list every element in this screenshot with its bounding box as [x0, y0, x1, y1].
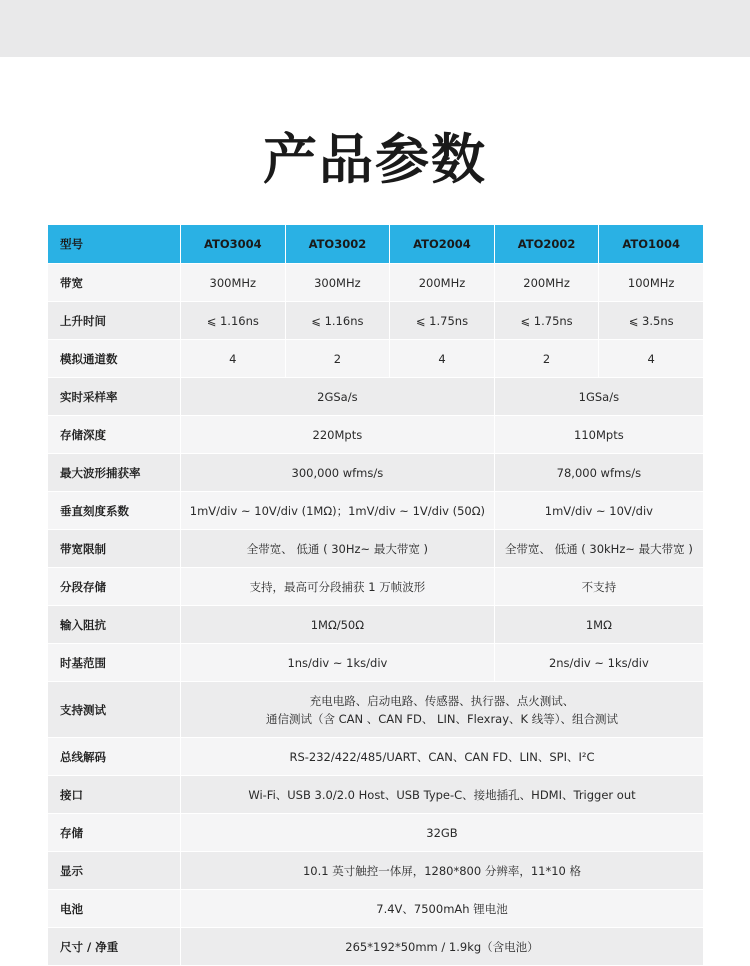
table-cell: 全带宽、 低通 ( 30kHz~ 最大带宽 ) [494, 530, 703, 568]
table-row [48, 340, 704, 378]
table-cell: 10.1 英寸触控一体屏，1280*800 分辨率，11*10 格 [181, 852, 704, 890]
header-ato3002: ATO3002 [285, 225, 390, 264]
table-row [48, 264, 704, 302]
row-label: 模拟通道数 [48, 340, 181, 378]
table-row [48, 776, 704, 814]
table-cell: 110Mpts [494, 416, 703, 454]
table-cell: 200MHz [494, 264, 599, 302]
table-row [48, 454, 704, 492]
table-row [48, 814, 704, 852]
row-label: 分段存储 [48, 568, 181, 606]
table-header-row [48, 225, 704, 264]
table-row [48, 852, 704, 890]
row-label: 上升时间 [48, 302, 181, 340]
spec-table [47, 224, 704, 966]
table-cell: 2GSa/s [181, 378, 495, 416]
row-label: 支持测试 [48, 682, 181, 738]
table-row [48, 644, 704, 682]
top-banner [0, 0, 750, 57]
table-cell: ⩽ 3.5ns [599, 302, 704, 340]
table-row [48, 568, 704, 606]
table-cell: 7.4V、7500mAh 锂电池 [181, 890, 704, 928]
table-cell: 不支持 [494, 568, 703, 606]
table-cell: 300MHz [285, 264, 390, 302]
table-cell: 200MHz [390, 264, 495, 302]
measurements-line-1: 充电电路、启动电路、传感器、执行器、点火测试、 [309, 693, 575, 708]
header-ato1004: ATO1004 [599, 225, 704, 264]
row-label: 存储深度 [48, 416, 181, 454]
row-label: 垂直刻度系数 [48, 492, 181, 530]
table-cell: 300,000 wfms/s [181, 454, 495, 492]
header-ato2004: ATO2004 [390, 225, 495, 264]
table-row [48, 492, 704, 530]
row-label: 输入阻抗 [48, 606, 181, 644]
page-title: 产品参数 [263, 128, 487, 191]
table-cell: 1MΩ [494, 606, 703, 644]
row-label: 存储 [48, 814, 181, 852]
table-cell [181, 682, 704, 738]
row-label: 接口 [48, 776, 181, 814]
table-cell: 100MHz [599, 264, 704, 302]
table-cell: 1MΩ/50Ω [181, 606, 495, 644]
table-cell: ⩽ 1.16ns [285, 302, 390, 340]
header-ato2002: ATO2002 [494, 225, 599, 264]
table-cell: 1mV/div ~ 10V/div (1MΩ)；1mV/div ~ 1V/div (50Ω) [181, 492, 495, 530]
table-cell: 2 [285, 340, 390, 378]
row-label: 尺寸 / 净重 [48, 928, 181, 966]
row-label: 实时采样率 [48, 378, 181, 416]
table-cell: 4 [599, 340, 704, 378]
table-cell: 2ns/div ~ 1ks/div [494, 644, 703, 682]
table-cell: 220Mpts [181, 416, 495, 454]
table-cell: 300MHz [181, 264, 286, 302]
row-label: 带宽限制 [48, 530, 181, 568]
table-cell: ⩽ 1.75ns [494, 302, 599, 340]
row-label: 时基范围 [48, 644, 181, 682]
table-cell: 全带宽、 低通 ( 30Hz~ 最大带宽 ) [181, 530, 495, 568]
table-cell: Wi-Fi、USB 3.0/2.0 Host、USB Type-C、接地插孔、HDMI、Trigger out [181, 776, 704, 814]
table-cell: RS-232/422/485/UART、CAN、CAN FD、LIN、SPI、I²C [181, 738, 704, 776]
table-cell: 4 [181, 340, 286, 378]
measurements-line-2: 通信测试（含 CAN 、CAN FD、 LIN、Flexray、K 线等）、组合测试 [265, 711, 618, 726]
table-cell: 1mV/div ~ 10V/div [494, 492, 703, 530]
table-cell: 1GSa/s [494, 378, 703, 416]
table-cell: 支持，最高可分段捕获 1 万帧波形 [181, 568, 495, 606]
table-cell: 78,000 wfms/s [494, 454, 703, 492]
table-row [48, 302, 704, 340]
table-row [48, 416, 704, 454]
table-row [48, 378, 704, 416]
row-label: 带宽 [48, 264, 181, 302]
table-cell: ⩽ 1.75ns [390, 302, 495, 340]
header-ato3004: ATO3004 [181, 225, 286, 264]
header-model: 型号 [48, 225, 181, 264]
table-cell: 265*192*50mm / 1.9kg（含电池） [181, 928, 704, 966]
table-row [48, 682, 704, 738]
table-cell: 32GB [181, 814, 704, 852]
table-row [48, 530, 704, 568]
table-row [48, 890, 704, 928]
table-row [48, 606, 704, 644]
row-label: 显示 [48, 852, 181, 890]
table-cell: 1ns/div ~ 1ks/div [181, 644, 495, 682]
table-cell: ⩽ 1.16ns [181, 302, 286, 340]
table-row [48, 738, 704, 776]
table-cell: 2 [494, 340, 599, 378]
row-label: 电池 [48, 890, 181, 928]
row-label: 最大波形捕获率 [48, 454, 181, 492]
row-label: 总线解码 [48, 738, 181, 776]
table-cell: 4 [390, 340, 495, 378]
